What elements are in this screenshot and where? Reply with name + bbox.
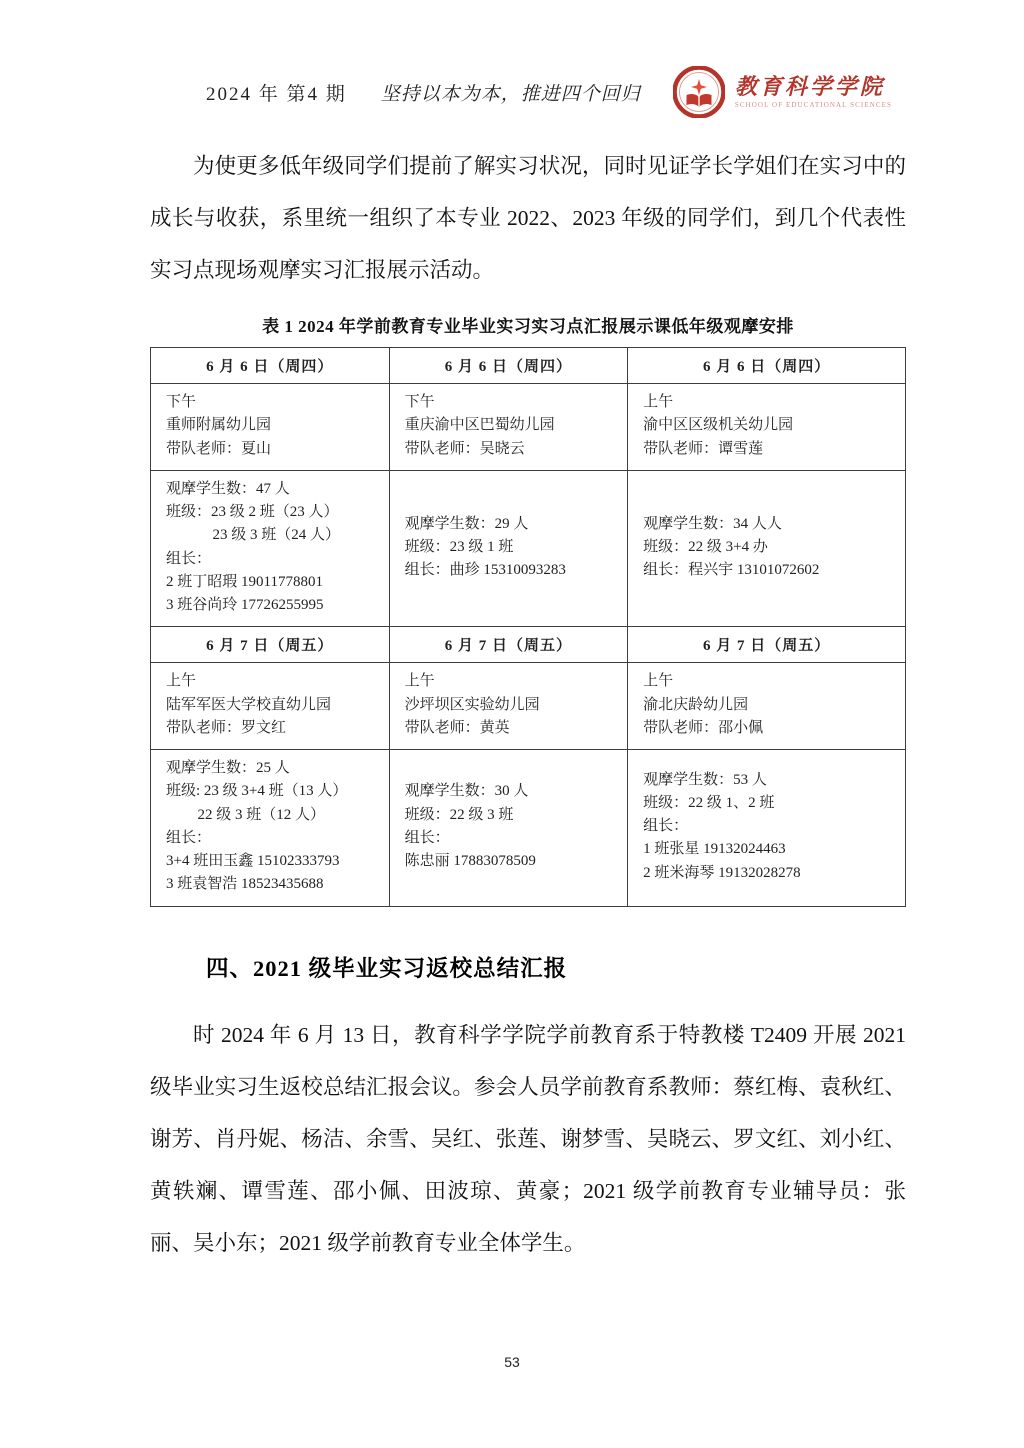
section-heading: 四、2021 级毕业实习返校总结汇报 — [206, 955, 568, 981]
page-header — [150, 66, 906, 118]
school-emblem-icon — [673, 66, 725, 118]
group-leader-label: 组长： — [404, 829, 450, 846]
lead-teacher: 带队老师：夏山 — [166, 440, 272, 457]
summary-paragraph: 时 2024 年 6 月 13 日，教育科学学院学前教育系于特教楼 T2409 开展 2021 级毕业实习生返校总结汇报会议。参会人员学前教育系教师：蔡红梅、袁秋红、谢芳、肖丹妮、杨洁、余雪、吴红、张莲、谢梦雪、吴晓云、罗文红、刘小红、黄轶斓、谭雪莲、邵小佩、田波琼、黄豪；2021 级学前教育专业辅导员：张丽、吴小东；2021 级学前教育专业全体学生。 — [150, 1022, 906, 1255]
group-leader-label: 组长： — [166, 829, 212, 846]
student-count: 观摩学生数：34 人人 — [643, 515, 782, 532]
group-leader-contact: 3 班袁智浩 18523435688 — [166, 876, 324, 893]
stats-cell — [628, 750, 906, 907]
issue-label: 2024 年 第4 期 — [206, 83, 347, 105]
lead-teacher: 带队老师：罗文红 — [166, 719, 287, 736]
table-row — [151, 384, 906, 471]
session-label: 上午 — [166, 673, 197, 690]
lead-teacher: 带队老师：吴晓云 — [404, 440, 525, 457]
group-leader-contact: 3 班谷尚玲 17726255995 — [166, 597, 324, 614]
table-row — [151, 470, 906, 627]
kindergarten-name: 陆军军医大学校直幼儿园 — [166, 696, 332, 713]
visit-cell — [628, 663, 906, 750]
logo-wordmark — [735, 75, 892, 110]
session-label: 下午 — [404, 394, 435, 411]
class-info: 班级：23 级 1 班 — [404, 538, 514, 555]
class-info: 22 级 3 班（12 人） — [197, 806, 326, 823]
class-info: 班级：22 级 3+4 办 — [643, 538, 768, 555]
school-logo — [673, 66, 892, 118]
class-info: 班级: 23 级 3+4 班（13 人） — [166, 783, 348, 800]
class-info: 班级：23 级 2 班（23 人） — [166, 504, 339, 521]
session-label: 上午 — [643, 394, 674, 411]
lead-teacher: 带队老师：谭雪莲 — [643, 440, 764, 457]
student-count: 观摩学生数：30 人 — [404, 783, 529, 800]
group-leader-contact: 陈忠丽 17883078509 — [404, 853, 536, 870]
visit-cell — [151, 384, 390, 471]
observation-schedule-table — [150, 347, 906, 907]
date-cell: 6 月 6 日（周四） — [151, 348, 390, 384]
date-cell: 6 月 6 日（周四） — [389, 348, 628, 384]
stats-cell — [151, 750, 390, 907]
lead-teacher: 带队老师：黄英 — [404, 719, 510, 736]
group-leader-contact: 2 班丁昭瑕 19011778801 — [166, 573, 323, 590]
table-row — [151, 750, 906, 907]
student-count: 观摩学生数：47 人 — [166, 480, 290, 497]
intro-paragraph: 为使更多低年级同学们提前了解实习状况，同时见证学长学姐们在实习中的成长与收获，系里统一组织了本专业 2022、2023 年级的同学们，到几个代表性实习点现场观摩实习汇报展示活动。 — [150, 154, 906, 283]
table-row — [151, 627, 906, 663]
class-info: 班级：22 级 3 班 — [404, 806, 514, 823]
kindergarten-name: 渝北庆龄幼儿园 — [643, 696, 749, 713]
group-leader-contact: 1 班张星 19132024463 — [643, 841, 786, 858]
kindergarten-name: 沙坪坝区实验幼儿园 — [404, 696, 540, 713]
session-label: 下午 — [166, 394, 197, 411]
group-leader-label: 组长： — [643, 818, 689, 835]
motto-text: 坚持以本为本，推进四个回归 — [380, 83, 641, 105]
group-leader-contact: 组长：程兴宇 13101072602 — [643, 562, 820, 579]
date-cell: 6 月 6 日（周四） — [628, 348, 906, 384]
group-leader-contact: 2 班米海琴 19132028278 — [643, 864, 801, 881]
student-count: 观摩学生数：25 人 — [166, 760, 290, 777]
stats-cell — [628, 470, 906, 627]
kindergarten-name: 重师附属幼儿园 — [166, 417, 272, 434]
date-cell: 6 月 7 日（周五） — [628, 627, 906, 663]
kindergarten-name: 重庆渝中区巴蜀幼儿园 — [404, 417, 555, 434]
date-cell: 6 月 7 日（周五） — [389, 627, 628, 663]
class-info: 班级：22 级 1、2 班 — [643, 794, 775, 811]
class-info: 23 级 3 班（24 人） — [212, 527, 341, 544]
student-count: 观摩学生数：53 人 — [643, 771, 767, 788]
visit-cell — [389, 663, 628, 750]
stats-cell — [389, 470, 628, 627]
logo-name-cn: 教育科学学院 — [734, 73, 885, 99]
kindergarten-name: 渝中区区级机关幼儿园 — [643, 417, 794, 434]
visit-cell — [151, 663, 390, 750]
visit-cell — [628, 384, 906, 471]
table-caption: 表 1 2024 年学前教育专业毕业实习实习点汇报展示课低年级观摩安排 — [262, 317, 794, 337]
group-leader-contact: 组长：曲珍 15310093283 — [404, 562, 566, 579]
logo-name-en: SCHOOL OF EDUCATIONAL SCIENCES — [734, 100, 892, 109]
header-text — [206, 79, 641, 106]
group-leader-label: 组长： — [166, 550, 212, 567]
stats-cell — [389, 750, 628, 907]
group-leader-contact: 3+4 班田玉鑫 15102333793 — [166, 853, 340, 870]
table-row — [151, 663, 906, 750]
stats-cell — [151, 470, 390, 627]
page-number: 53 — [504, 1354, 520, 1370]
table-row — [151, 348, 906, 384]
session-label: 上午 — [643, 673, 674, 690]
session-label: 上午 — [404, 673, 435, 690]
lead-teacher: 带队老师：邵小佩 — [643, 719, 764, 736]
date-cell: 6 月 7 日（周五） — [151, 627, 390, 663]
visit-cell — [389, 384, 628, 471]
student-count: 观摩学生数：29 人 — [404, 515, 529, 532]
